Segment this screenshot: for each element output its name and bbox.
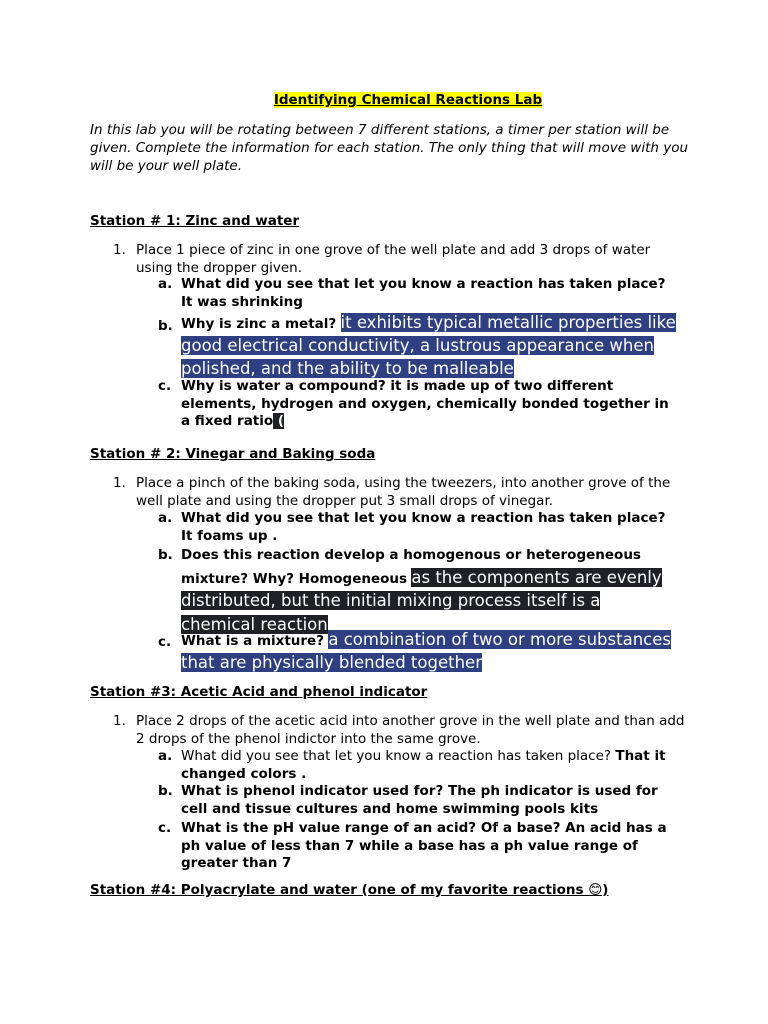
question-text: What did you see that let you know a reaction has taken place? [181, 748, 612, 764]
step-number: 1. [113, 713, 126, 729]
station-3-step [113, 712, 688, 748]
item-letter: a. [158, 276, 173, 292]
intro-paragraph: In this lab you will be rotating between 7 different stations, a timer per station will be given. Complete the information for each station. The only thing that will move with you will be your well plate. [90, 122, 689, 174]
step-text: Place 1 piece of zinc in one grove of the well plate and add 3 drops of water using the dropper given. [136, 242, 651, 276]
station-2-item-b [158, 545, 678, 637]
station-2-item-c [158, 629, 678, 675]
station-3-item-b [158, 783, 678, 818]
step-text: Place 2 drops of the acetic acid into another grove in the well plate and than add 2 drops of the phenol indictor into the same grove. [136, 713, 685, 747]
question-text: Why is zinc a metal? [181, 316, 337, 332]
step-number: 1. [113, 242, 126, 258]
station-3-item-a [158, 748, 678, 783]
item-letter: c. [158, 378, 172, 394]
item-letter: c. [158, 820, 172, 836]
item-text: What did you see that let you know a reaction has taken place? It was shrinking [181, 276, 666, 310]
document-title [0, 92, 768, 108]
station-1-step [113, 241, 688, 277]
station-3-item-c [158, 820, 678, 873]
step-text: Place a pinch of the baking soda, using the tweezers, into another grove of the well plate and using the dropper put 3 small drops of vinegar. [136, 475, 671, 509]
station-1-heading: Station # 1: Zinc and water [90, 213, 300, 229]
station-1-item-b [158, 312, 678, 381]
item-text: What did you see that let you know a reaction has taken place? It foams up . [181, 510, 666, 544]
item-letter: b. [158, 783, 173, 799]
answer-text: That it changed colors . [181, 748, 666, 782]
highlight-mark: ( [273, 413, 285, 429]
station-3-heading: Station #3: Acetic Acid and phenol indicator [90, 684, 428, 700]
title-text: Identifying Chemical Reactions Lab [273, 92, 543, 108]
station-2-heading: Station # 2: Vinegar and Baking soda [90, 446, 376, 462]
step-number: 1. [113, 475, 126, 491]
item-text: What is phenol indicator used for? The ph indicator is used for cell and tissue cultures and home swimming pools kits [181, 783, 658, 817]
item-letter: b. [158, 547, 173, 563]
item-letter: c. [158, 634, 172, 650]
item-letter: a. [158, 510, 173, 526]
question-text: Does this reaction develop a homogenous or heterogeneous mixture? Why? Homogeneous [181, 547, 641, 587]
station-1-item-c [158, 378, 678, 431]
highlighted-answer: a combination of two or more substances that are physically blended together [181, 630, 671, 672]
highlighted-answer: as the components are evenly distributed, but the initial mixing process itself is a chemical reaction [181, 567, 662, 634]
station-1-item-a [158, 276, 678, 311]
item-letter: a. [158, 748, 173, 764]
item-letter: b. [158, 318, 173, 334]
item-text: Why is water a compound? it is made up of two different elements, hydrogen and oxygen, chemically bonded together in a fixed ratio [181, 378, 669, 429]
station-2-step [113, 474, 688, 510]
station-4-heading: Station #4: Polyacrylate and water (one of my favorite reactions 😊) [90, 882, 609, 898]
highlighted-answer: it exhibits typical metallic properties like good electrical conductivity, a lustrous appearance when polished, and the ability to be malleable [181, 313, 676, 378]
question-text: What is a mixture? [181, 633, 325, 649]
item-text: What is the pH value range of an acid? Of a base? An acid has a ph value of less than 7 while a base has a ph value range of greater than 7 [181, 820, 667, 871]
station-2-item-a [158, 510, 678, 545]
